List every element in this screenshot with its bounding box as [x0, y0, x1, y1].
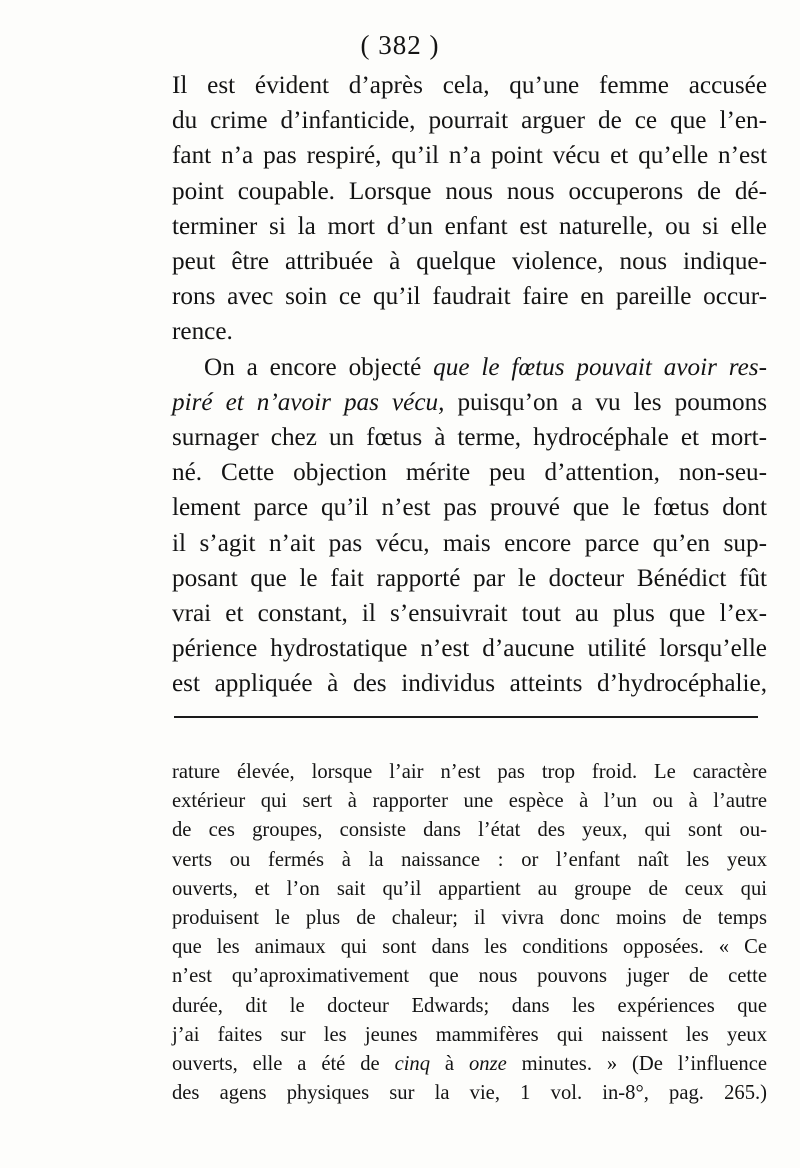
footnote-line: rature élevée, lorsque l’air n’est pas trop froid. Le caractère: [172, 761, 767, 783]
text-line: né. Cette objection mérite peu d’attention, non-seu-: [172, 459, 767, 487]
text-line: point coupable. Lorsque nous nous occuperons de dé-: [172, 177, 767, 205]
footnote-line: [172, 1050, 767, 1079]
italic-run: cinq: [394, 1053, 431, 1076]
footnote-line: durée, dit le docteur Edwards; dans les expériences que: [172, 994, 767, 1017]
footnote: [172, 758, 767, 1108]
main-text: [172, 68, 767, 702]
footnote-line: n’est qu’aproximativement que nous pouvons juger de cette: [172, 965, 767, 988]
italic-run: piré et n’avoir pas vécu,: [172, 388, 445, 416]
footnote-line: extérieur qui sert à rapporter une espèce à l’un ou à l’autre: [172, 790, 767, 813]
text-line: lement parce qu’il n’est pas prouvé que le fœtus dont: [172, 494, 767, 522]
text-line: du crime d’infanticide, pourrait arguer de ce que l’en-: [172, 107, 767, 135]
text-line: [172, 385, 767, 420]
footnote-line: que les animaux qui sont dans les conditions opposées. « Ce: [172, 936, 767, 959]
page-number: ( 382 ): [360, 30, 440, 60]
footnote-line: produisent le plus de chaleur; il vivra donc moins de temps: [172, 907, 767, 930]
footnote-line: ouverts, et l’on sait qu’il appartient au groupe de ceux qui: [172, 877, 767, 900]
text-line: vrai et constant, il s’ensuivrait tout au plus que l’ex-: [172, 600, 767, 628]
italic-run: que le fœtus pouvait avoir res-: [433, 353, 767, 381]
text-line: il s’agit n’ait pas vécu, mais encore parce qu’en sup-: [172, 529, 767, 557]
text-run: minutes. » (De l’influence: [506, 1053, 768, 1076]
text-line: périence hydrostatique n’est d’aucune utilité lorsqu’elle: [172, 635, 767, 663]
text-line: rons avec soin ce qu’il faudrait faire en pareille occur-: [172, 283, 767, 311]
text-run: On a encore objecté: [204, 353, 434, 381]
footnote-divider: [174, 716, 758, 718]
footnote-line: de ces groupes, consiste dans l’état des yeux, qui sont ou-: [172, 819, 767, 842]
text-run: puisqu’on a vu les poumons: [444, 388, 767, 416]
text-line: [172, 350, 767, 385]
text-run: à: [430, 1053, 469, 1076]
text-run: ouverts, elle a été de: [172, 1053, 395, 1076]
text-line: terminer si la mort d’un enfant est naturelle, ou si elle: [172, 212, 767, 240]
text-line: est appliquée à des individus atteints d’hydrocéphalie,: [172, 670, 767, 698]
italic-run: onze: [468, 1053, 507, 1076]
footnote-line: j’ai faites sur les jeunes mammifères qui naissent les yeux: [172, 1023, 767, 1046]
text-line: peut être attribuée à quelque violence, nous indique-: [172, 248, 767, 276]
footnote-line: verts ou fermés à la naissance : or l’enfant naît les yeux: [172, 848, 767, 871]
text-line: posant que le fait rapporté par le docteur Bénédict fût: [172, 564, 767, 592]
text-line: fant n’a pas respiré, qu’il n’a point vécu et qu’elle n’est: [172, 142, 767, 170]
text-line: Il est évident d’après cela, qu’une femme accusée: [172, 72, 767, 99]
footnote-line: des agens physiques sur la vie, 1 vol. in-8°, pag. 265.): [172, 1082, 767, 1105]
text-line: surnager chez un fœtus à terme, hydrocéphale et mort-: [172, 424, 767, 452]
text-line: rence.: [172, 318, 233, 346]
